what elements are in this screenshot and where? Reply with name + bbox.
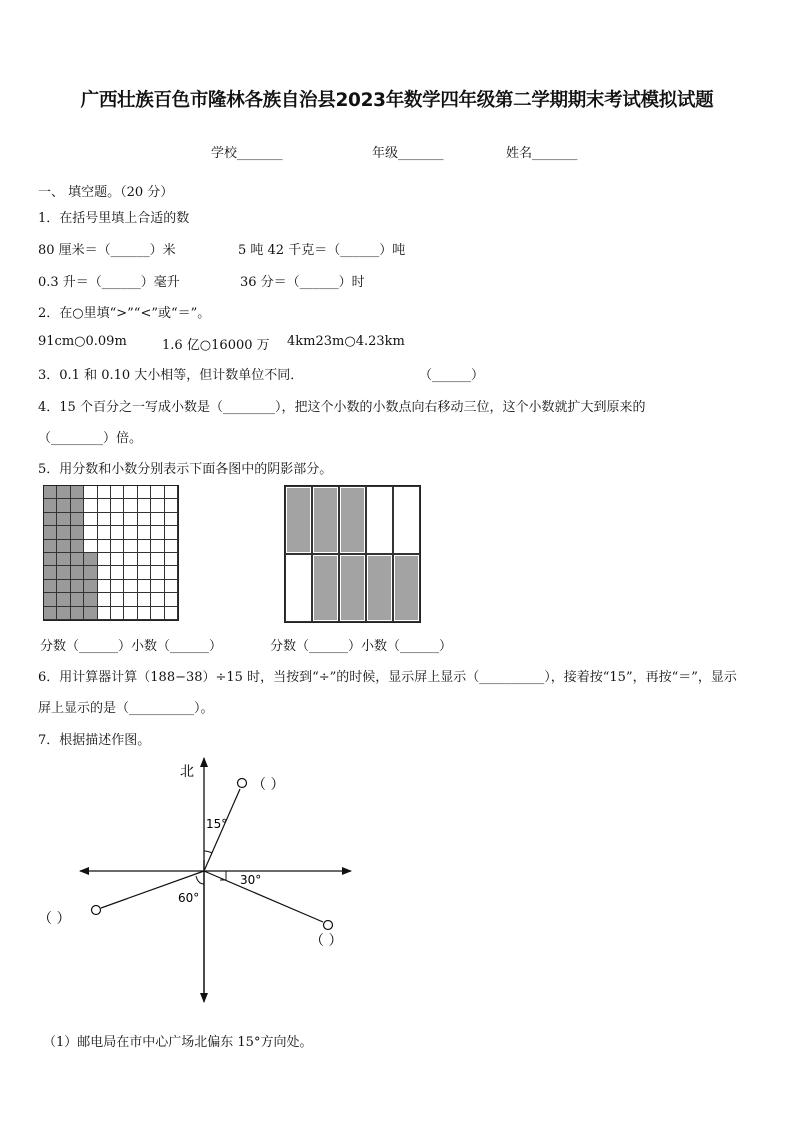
question-7-stem: 7．根据描述作图。	[38, 733, 151, 748]
angle-label-30: 30°	[240, 873, 262, 887]
question-5-left-answer: 分数（______）小数（______）	[40, 639, 223, 654]
question-3-stem: 3．0.1 和 0.10 大小相等，但计数单位不同．	[38, 368, 304, 383]
question-1-stem: 1．在括号里填上合适的数	[38, 211, 190, 226]
question-4-line1: 4．15 个百分之一写成小数是（________），把这个小数的小数点向右移动三位，这个小数就扩大到原来的	[38, 400, 646, 415]
paren-top: （ ）	[252, 777, 285, 793]
angle-label-15: 15°	[206, 817, 228, 831]
name-field[interactable]: 姓名_______	[506, 146, 578, 161]
point-south-east	[324, 921, 333, 930]
ray-south-east	[204, 871, 323, 922]
question-5-stem: 5．用分数和小数分别表示下面各图中的阴影部分。	[38, 462, 333, 477]
question-4-line2: （________）倍。	[38, 431, 143, 446]
question-3-blank: （______）	[419, 368, 485, 383]
question-2b: 1.6 亿○16000 万	[162, 338, 270, 353]
question-6-line2: 屏上显示的是（__________）。	[38, 701, 214, 716]
question-5-right-answer: 分数（______）小数（______）	[270, 639, 453, 654]
north-label: 北	[180, 764, 194, 780]
paren-left: （ ）	[38, 911, 71, 927]
question-1b: 5 吨 42 千克＝（______）吨	[238, 243, 406, 258]
question-1c: 0.3 升＝（______）毫升	[38, 275, 180, 290]
question-2-stem: 2．在○里填“>”“<”或“＝”。	[38, 306, 211, 321]
angle-arc-60	[196, 876, 204, 884]
question-2c: 4km23m○4.23km	[287, 334, 405, 349]
question-2a: 91cm○0.09m	[38, 334, 127, 349]
point-north-east	[238, 779, 247, 788]
paren-right: （ ）	[310, 933, 343, 949]
question-1a: 80 厘米＝（______）米	[38, 243, 176, 258]
angle-arc-15	[204, 851, 212, 853]
question-7-sub1: （1）邮电局在市中心广场北偏东 15°方向处。	[43, 1035, 313, 1050]
question-1d: 36 分＝（______）时	[240, 275, 365, 290]
question-6-line1: 6．用计算器计算（188−38）÷15 时，当按到“÷”的时候，显示屏上显示（__________），接着按“15”，再按“＝”，显示	[38, 670, 737, 685]
grade-field[interactable]: 年级_______	[372, 146, 444, 161]
school-field[interactable]: 学校_______	[211, 146, 283, 161]
section-heading: 一、 填空题。（20 分）	[38, 185, 174, 200]
point-south-west	[92, 906, 101, 915]
angle-label-60: 60°	[178, 891, 200, 905]
page-title: 广西壮族百色市隆林各族自治县2023年数学四年级第二学期期末考试模拟试题	[80, 90, 714, 111]
